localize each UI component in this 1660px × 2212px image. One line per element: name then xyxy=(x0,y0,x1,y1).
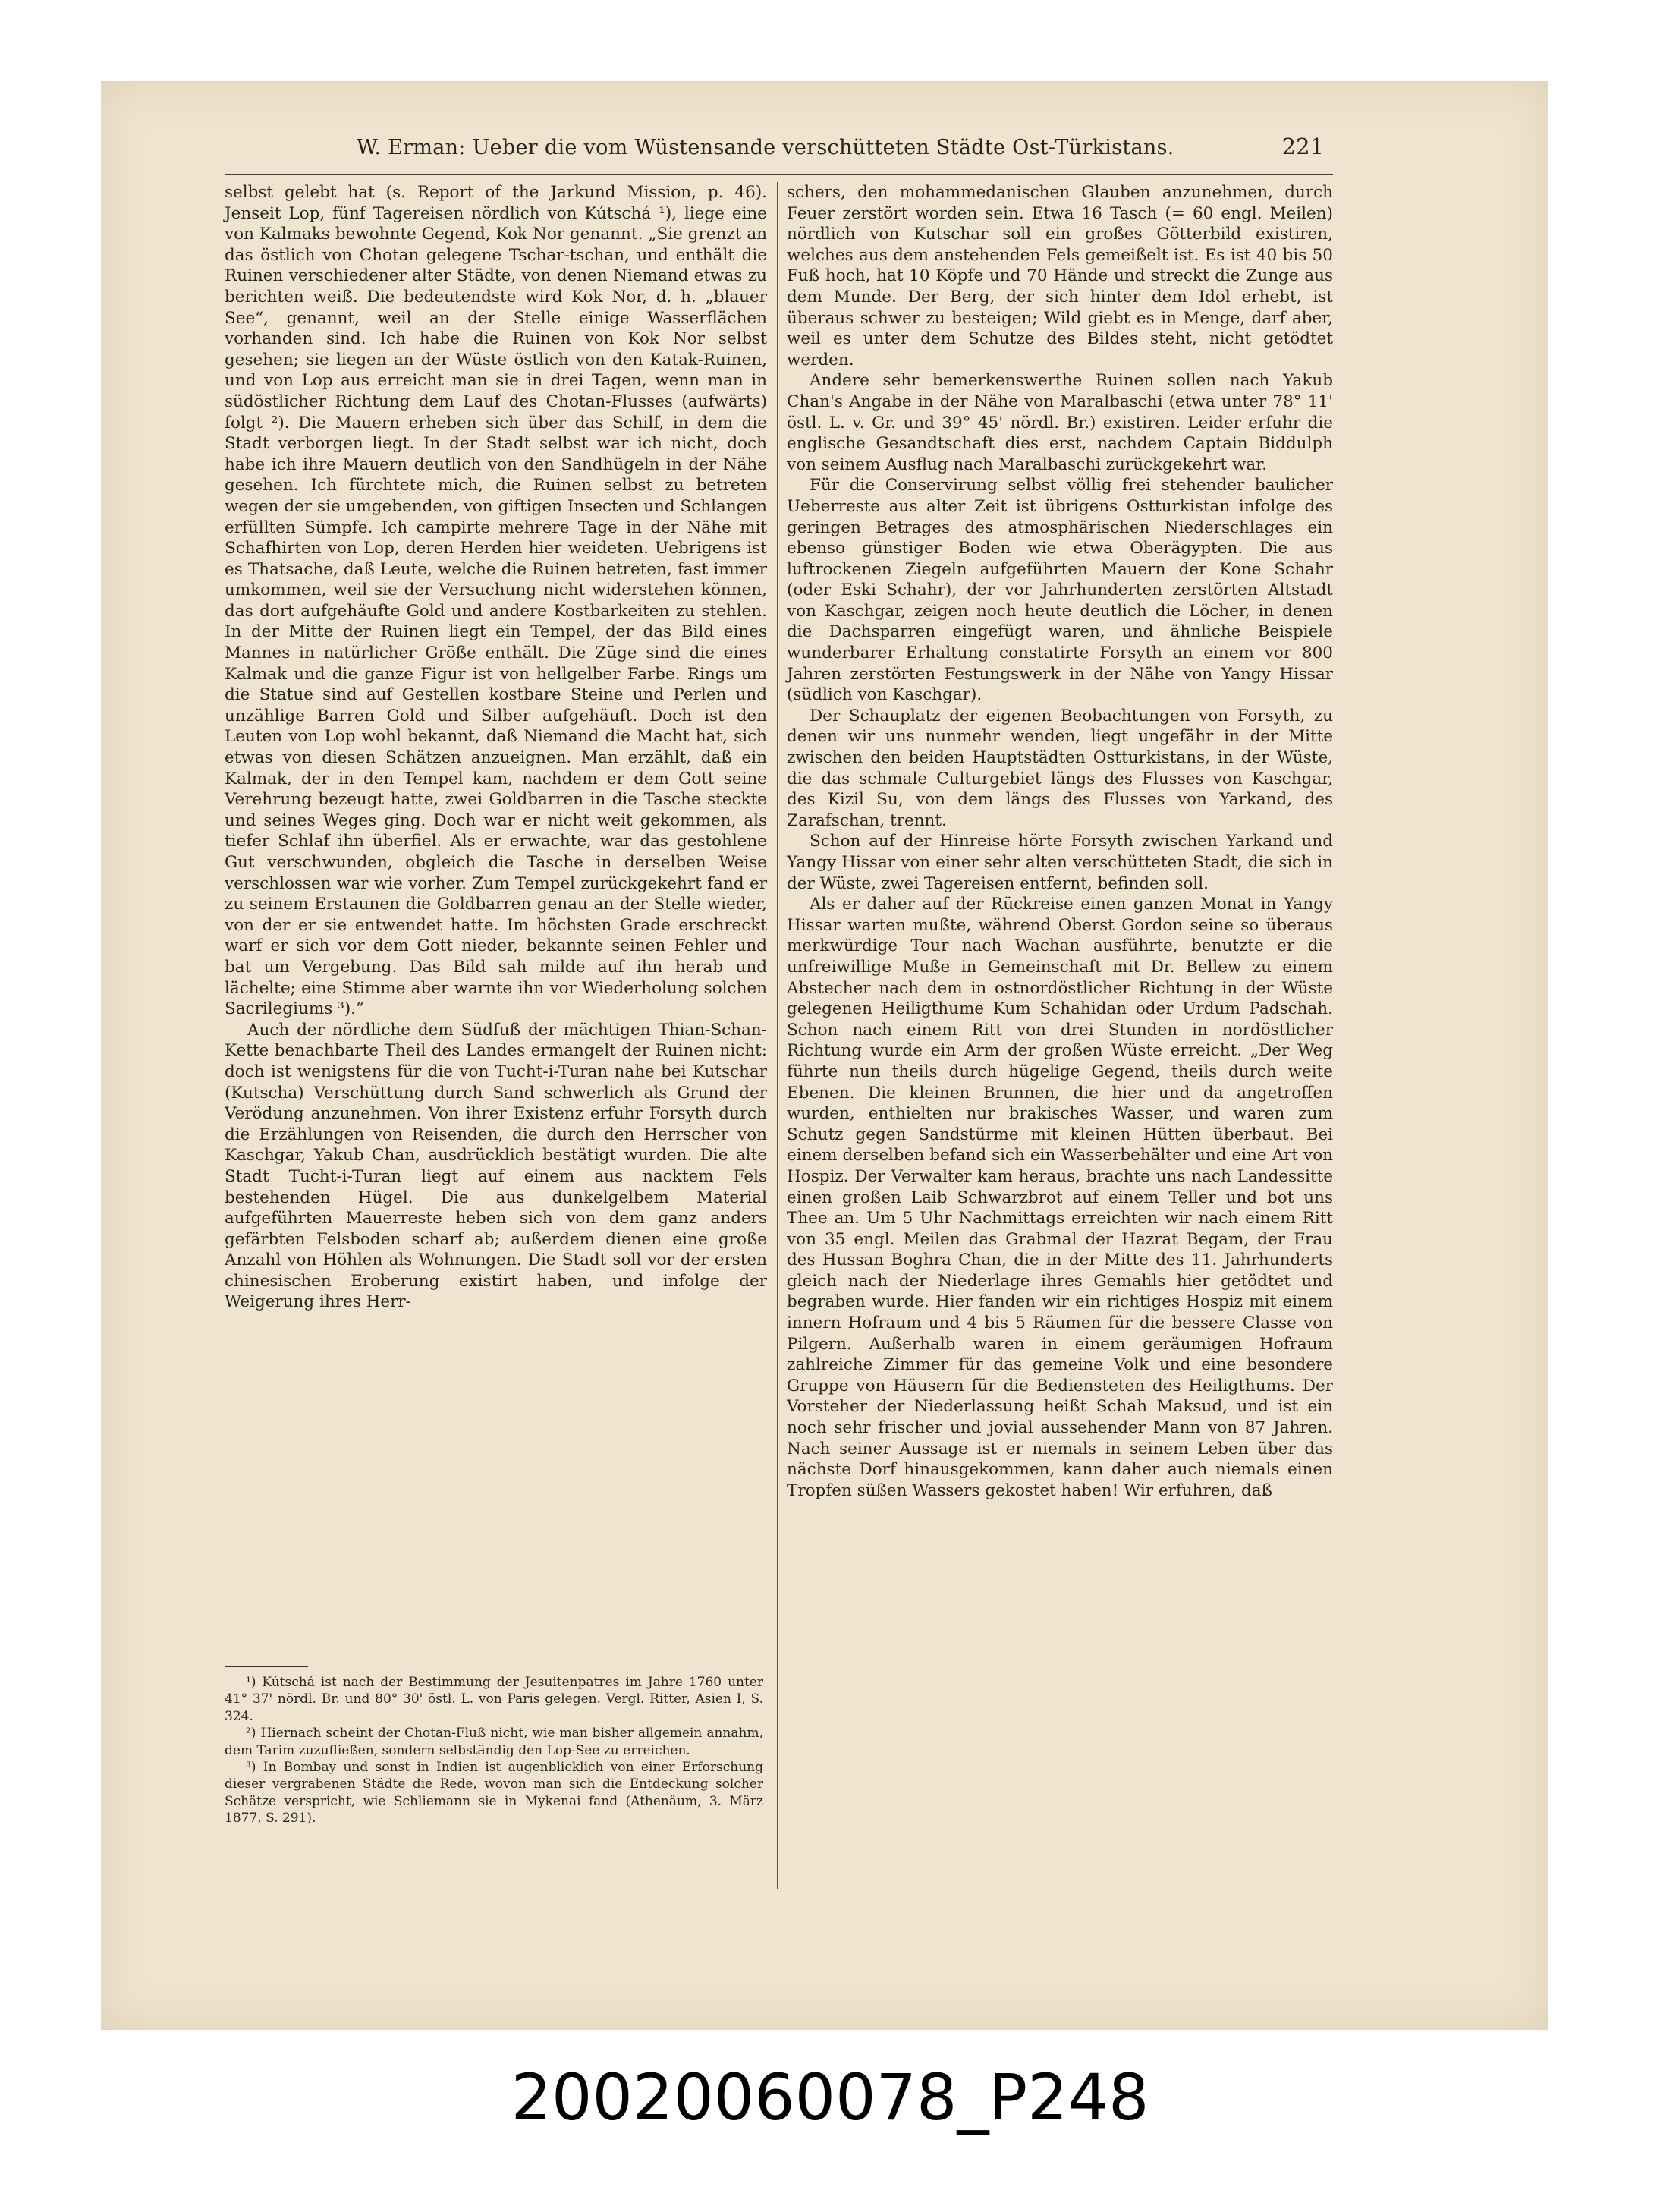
right-paragraph-6: Als er daher auf der Rückreise einen ganzen Monat in Yangy Hissar warten mußte, während Oberst Gordon seine so überaus merkwürdige Tour nach Wachan ausführte, benutzte er die unfreiwillige Muße in Gemeinschaft mit Dr. Bellew zu einem Abstecher nach dem in ostnordöstlicher Richtung in der Wüste gelegenen Heiligthume Kum Schahidan oder Urdum Padschah. Schon nach einem Ritt von drei Stunden in nordöstlicher Richtung wurde ein Arm der großen Wüste erreicht. „Der Weg führte nun theils durch hügelige Gegend, theils durch weite Ebenen. Die kleinen Brunnen, die hier und da angetroffen wurden, enthielten nur brakisches Wasser, und waren zum Schutz gegen Sandstürme mit kleinen Hütten überbaut. Bei einem derselben befand sich ein Wasserbehälter und eine Art von Hospiz. Der Verwalter kam heraus, brachte uns nach Landessitte einen großen Laib Schwarzbrot auf einem Teller und bot uns Thee an. Um 5 Uhr Nachmittags erreichten wir nach einem Ritt von 35 engl. Meilen das Grabmal der Hazrat Begam, der Frau des Hussan Boghra Chan, die in der Mitte des 11. Jahrhunderts gleich nach der Niederlage ihres Gemahls hier getödtet und begraben wurde. Hier fanden wir ein richtiges Hospiz mit einem innern Hofraum und 4 bis 5 Räumen für die bessere Classe von Pilgern. Außerhalb waren in einem geräumigen Hofraum zahlreiche Zimmer für das gemeine Volk und eine besondere Gruppe von Häusern für die Bediensteten des Heiligthums. Der Vorsteher der Niederlassung heißt Schah Maksud, und ist ein noch sehr frischer und jovial aussehender Mann von 87 Jahren. Nach seiner Aussage ist er niemals in seinem Leben über das nächste Dorf hinausgekommen, kann daher auch niemals einen Tropfen süßen Wassers gekostet haben! Wir erfuhren, daß xyxy=(787,895,1333,1500)
footnotes xyxy=(225,1674,763,1827)
footnote-rule xyxy=(225,1666,308,1667)
left-paragraph-2: Auch der nördliche dem Südfuß der mächtigen Thian-Schan-Kette benachbarte Theil des Landes ermangelt der Ruinen nicht: doch ist wenigstens für die von Tucht-i-Turan nahe bei Kutschar (Kutscha) Verschüttung durch Sand schwerlich als Grund der Verödung anzunehmen. Von ihrer Existenz erfuhr Forsyth durch die Erzählungen von Reisenden, die durch den Herrscher von Kaschgar, Yakub Chan, ausdrücklich bestätigt wurden. Die alte Stadt Tucht-i-Turan liegt auf einem aus nacktem Fels bestehenden Hügel. Die aus dunkelgelbem Material aufgeführten Mauerreste heben sich von dem ganz anders gefärbten Felsboden scharf ab; außerdem dienen eine große Anzahl von Höhlen als Wohnungen. Die Stadt soll vor der ersten chinesischen Eroberung existirt haben, und infolge der Weigerung ihres Herr- xyxy=(225,1020,767,1312)
column-divider xyxy=(777,182,778,1889)
right-paragraph-3: Für die Conservirung selbst völlig frei stehender baulicher Ueberreste aus alter Zeit ist übrigens Ostturkistan infolge des geringen Betrages des atmosphärischen Niederschlages ein ebenso günstiger Boden wie etwa Oberägypten. Die aus luftrockenen Ziegeln aufgeführten Mauern der Kone Schahr (oder Eski Schahr), der vor Jahrhunderten zerstörten Altstadt von Kaschgar, zeigen noch heute deutlich die Löcher, in denen die Dachsparren eingefügt waren, und ähnliche Beispiele wunderbarer Erhaltung constatirte Forsyth an einem vor 800 Jahren zerstörten Festungswerk in der Nähe von Yangy Hissar (südlich von Kaschgar). xyxy=(787,476,1333,705)
right-paragraph-4: Der Schauplatz der eigenen Beobachtungen von Forsyth, zu denen wir uns nunmehr wenden, liegt ungefähr in der Mitte zwischen den beiden Hauptstädten Ostturkistans, in der Wüste, die das schmale Culturgebiet längs des Flusses von Kaschgar, des Kizil Su, von dem längs des Flusses von Yarkand, des Zarafschan, trennt. xyxy=(787,706,1333,830)
left-column xyxy=(225,182,767,1313)
footnote-3: ³) In Bombay und sonst in Indien ist augenblicklich von einer Erforschung dieser vergrabenen Städte die Rede, wovon man sich die Entdeckung solcher Schätze verspricht, wie Schliemann sie in Mykenai fand (Athenäum, 3. März 1877, S. 291). xyxy=(225,1760,763,1827)
left-paragraph-1: selbst gelebt hat (s. Report of the Jarkund Mission, p. 46). Jenseit Lop, fünf Tagereisen nördlich von Kútschá ¹), liege eine von Kalmaks bewohnte Gegend, Kok Nor genannt. „Sie grenzt an das östlich von Chotan gelegene Tschar-tschan, und enthält die Ruinen verschiedener alter Städte, von denen Niemand etwas zu berichten weiß. Die bedeutendste wird Kok Nor, d. h. „blauer See“, genannt, weil an der Stelle einige Wasserflächen vorhanden sind. Ich habe die Ruinen von Kok Nor selbst gesehen; sie liegen an der Wüste östlich von den Katak-Ruinen, und von Lop aus erreicht man sie in drei Tagen, wenn man in südöstlicher Richtung dem Lauf des Chotan-Flusses (aufwärts) folgt ²). Die Mauern erheben sich über das Schilf, in dem die Stadt verborgen liegt. In der Stadt selbst war ich nicht, doch habe ich ihre Mauern deutlich von den Sandhügeln in der Nähe gesehen. Ich fürchtete mich, die Ruinen selbst zu betreten wegen der sie umgebenden, von giftigen Insecten und Schlangen erfüllten Sümpfe. Ich campirte mehrere Tage in der Nähe mit Schafhirten von Lop, deren Herden hier weideten. Uebrigens ist es Thatsache, daß Leute, welche die Ruinen betreten, fast immer umkommen, weil sie der Versuchung nicht widerstehen können, das dort aufgehäufte Gold und andere Kostbarkeiten zu stehlen. In der Mitte der Ruinen liegt ein Tempel, der das Bild eines Mannes in natürlicher Größe enthält. Die Züge sind die eines Kalmak und die ganze Figur ist von hellgelber Farbe. Rings um die Statue sind auf Gestellen kostbare Steine und Perlen und unzählige Barren Gold und Silber aufgehäuft. Doch ist den Leuten von Lop wohl bekannt, daß Niemand die Macht hat, sich etwas von diesen Schätzen anzueignen. Man erzählt, daß ein Kalmak, der in den Tempel kam, nachdem er dem Gott seine Verehrung bezeugt hatte, zwei Goldbarren in die Tasche steckte und seines Weges ging. Doch war er nicht weit gekommen, als tiefer Schlaf ihn überfiel. Als er erwachte, war das gestohlene Gut verschwunden, obgleich die Tasche in derselben Weise verschlossen war wie vorher. Zum Tempel zurückgekehrt fand er zu seinem Erstaunen die Goldbarren genau an der Stelle wieder, von der er sie entwendet hatte. Im höchsten Grade erschreckt warf er sich vor dem Gott nieder, bekannte seinen Fehler und bat um Vergebung. Das Bild sah milde auf ihn herab und lächelte; eine Stimme aber warnte ihn vor Wiederholung solchen Sacrilegiums ³).“ xyxy=(225,183,767,1019)
running-head: W. Erman: Ueber die vom Wüstensande verschütteten Städte Ost-Türkistans. xyxy=(357,136,1174,159)
page-header xyxy=(357,134,1324,171)
header-rule xyxy=(225,174,1333,175)
right-paragraph-1: schers, den mohammedanischen Glauben anzunehmen, durch Feuer zerstört worden sein. Etwa 16 Tasch (= 60 engl. Meilen) nördlich von Kutschar soll ein großes Götterbild existiren, welches aus dem anstehenden Fels gemeißelt ist. Es ist 40 bis 50 Fuß hoch, hat 10 Köpfe und 70 Hände und streckt die Zunge aus dem Munde. Der Berg, der sich hinter dem Idol erhebt, ist überaus schwer zu besteigen; Wild giebt es in Menge, darf aber, weil es unter dem Schutze des Bildes steht, nicht getödtet werden. xyxy=(787,183,1333,370)
right-paragraph-5: Schon auf der Hinreise hörte Forsyth zwischen Yarkand und Yangy Hissar von einer sehr alten verschütteten Stadt, die sich in der Wüste, zwei Tagereisen entfernt, befinden soll. xyxy=(787,832,1333,893)
right-paragraph-2: Andere sehr bemerkenswerthe Ruinen sollen nach Yakub Chan's Angabe in der Nähe von Maralbaschi (etwa unter 78° 11' östl. L. v. Gr. und 39° 45' nördl. Br.) existiren. Leider erfuhr die englische Gesandtschaft dies erst, nachdem Captain Biddulph von seinem Ausflug nach Maralbaschi zurückgekehrt war. xyxy=(787,371,1333,474)
right-column xyxy=(787,182,1333,1501)
footnote-2: ²) Hiernach scheint der Chotan-Fluß nicht, wie man bisher allgemein annahm, dem Tarim zuzufließen, sondern selbständig den Lop-See zu erreichen. xyxy=(225,1726,763,1758)
footnote-1: ¹) Kútschá ist nach der Bestimmung der Jesuitenpatres im Jahre 1760 unter 41° 37' nördl. Br. und 80° 30' östl. L. von Paris gelegen. Vergl. Ritter, Asien I, S. 324. xyxy=(225,1675,763,1724)
catalog-id: 20020060078_P248 xyxy=(511,2060,1149,2135)
page-number: 221 xyxy=(1281,134,1324,159)
